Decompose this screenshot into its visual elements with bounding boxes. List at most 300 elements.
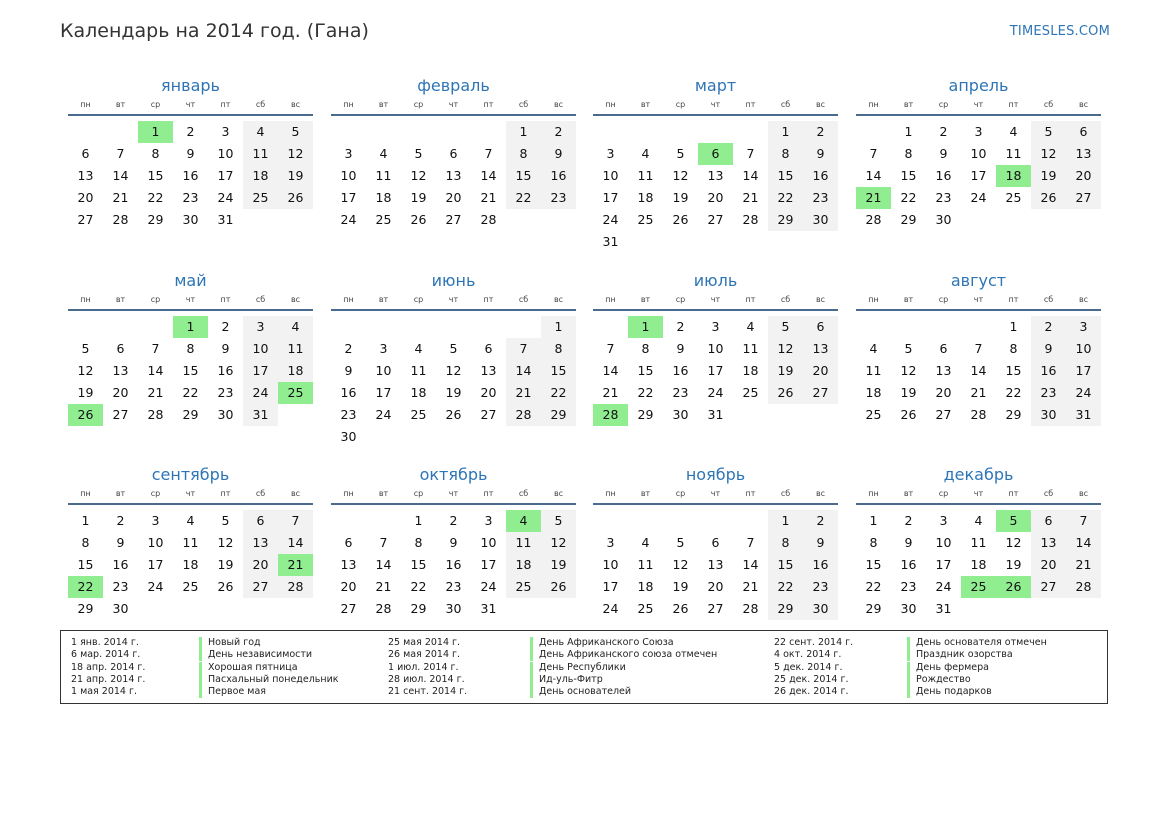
day-cell: 19 [77, 385, 94, 400]
day-cell: 11 [278, 338, 313, 360]
legend-date: 21 апр. 2014 г. [71, 673, 146, 685]
month-divider [856, 309, 1101, 311]
day-cell: 3 [606, 146, 615, 161]
day-cell: 16 [340, 385, 357, 400]
day-cell: 16 [900, 557, 917, 572]
day-cell: 21 [602, 385, 619, 400]
day-cell: 6 [711, 535, 720, 550]
weekday-label: сб [518, 100, 529, 109]
day-cell: 1 [541, 316, 576, 338]
day-cell: 26 [900, 407, 917, 422]
day-cell: 9 [676, 341, 685, 356]
day-cell: 10 [970, 146, 987, 161]
weekday-label: чт [973, 295, 984, 304]
day-cell: 24 [602, 212, 619, 227]
day-cell: 20 [803, 360, 838, 382]
day-cell: 18 [278, 360, 313, 382]
day-cell: 16 [1031, 360, 1066, 382]
day-cell: 11 [970, 535, 987, 550]
day-cell: 20 [1031, 554, 1066, 576]
day-cell: 7 [974, 341, 983, 356]
day-cell: 4 [641, 146, 650, 161]
weekday-label: ср [413, 489, 424, 498]
legend-holiday-name: День основателей [530, 686, 631, 698]
month-name: март [694, 76, 737, 95]
day-cell: 17 [1066, 360, 1101, 382]
day-cell: 9 [904, 535, 913, 550]
day-cell: 9 [116, 535, 125, 550]
day-cell: 4 [186, 513, 195, 528]
day-cell: 10 [147, 535, 164, 550]
weekday-label: ср [938, 489, 949, 498]
legend-holiday-name: Рождество [907, 674, 971, 686]
day-cell: 7 [116, 146, 125, 161]
day-cell: 19 [410, 190, 427, 205]
weekday-label: чт [973, 489, 984, 498]
day-cell: 5 [449, 341, 458, 356]
day-cell: 2 [221, 319, 230, 334]
day-cell: 6 [484, 341, 493, 356]
weekday-label: ср [150, 489, 161, 498]
legend-date: 26 мая 2014 г. [388, 649, 461, 661]
day-cell: 20 [480, 385, 497, 400]
day-cell: 7 [506, 338, 541, 360]
day-cell: 15 [768, 165, 803, 187]
day-cell: 2 [344, 341, 353, 356]
day-cell: 23 [672, 385, 689, 400]
day-cell: 19 [1005, 557, 1022, 572]
day-cell: 13 [112, 363, 129, 378]
day-cell: 16 [672, 363, 689, 378]
day-cell: 29 [900, 212, 917, 227]
day-cell: 2 [803, 121, 838, 143]
month-name: май [174, 271, 207, 290]
day-cell: 14 [147, 363, 164, 378]
day-cell: 3 [974, 124, 983, 139]
month-divider [331, 503, 576, 505]
day-cell: 22 [410, 579, 427, 594]
day-cell: 17 [480, 557, 497, 572]
legend-date: 1 янв. 2014 г. [71, 637, 139, 648]
month-divider [331, 309, 576, 311]
weekday-label: вс [1078, 100, 1089, 109]
day-cell: 24 [217, 190, 234, 205]
day-cell: 22 [182, 385, 199, 400]
day-cell: 24 [480, 579, 497, 594]
day-cell: 31 [1066, 404, 1101, 426]
day-cell: 27 [77, 212, 94, 227]
day-cell: 10 [217, 146, 234, 161]
day-cell: 22 [506, 187, 541, 209]
weekday-label: вт [903, 295, 914, 304]
day-cell: 3 [484, 513, 493, 528]
weekday-label: вс [553, 100, 564, 109]
day-cell: 31 [480, 601, 497, 616]
day-cell: 13 [707, 557, 724, 572]
day-cell: 17 [147, 557, 164, 572]
day-cell: 2 [803, 510, 838, 532]
weekday-label: чт [448, 295, 459, 304]
day-cell: 18 [970, 557, 987, 572]
day-cell: 28 [970, 407, 987, 422]
day-cell: 5 [1031, 121, 1066, 143]
day-cell: 29 [768, 598, 803, 620]
day-cell: 8 [768, 143, 803, 165]
day-cell: 15 [865, 557, 882, 572]
day-cell: 13 [707, 168, 724, 183]
day-cell: 1 [869, 513, 878, 528]
day-cell: 28 [278, 576, 313, 598]
day-cell: 21 [480, 190, 497, 205]
day-cell: 6 [803, 316, 838, 338]
page-title: Календарь на 2014 год. (Гана) [60, 20, 369, 42]
day-cell: 27 [1066, 187, 1101, 209]
day-cell: 29 [77, 601, 94, 616]
day-cell: 19 [672, 579, 689, 594]
day-cell: 2 [186, 124, 195, 139]
legend-date: 5 дек. 2014 г. [774, 661, 843, 673]
day-cell: 20 [243, 554, 278, 576]
weekday-label: чт [710, 489, 721, 498]
weekday-label: пт [1008, 295, 1019, 304]
day-cell: 4 [869, 341, 878, 356]
day-cell: 27 [1031, 576, 1066, 598]
day-cell: 30 [935, 212, 952, 227]
legend-date: 28 июл. 2014 г. [388, 673, 465, 685]
day-cell: 6 [243, 510, 278, 532]
day-cell: 21 [375, 579, 392, 594]
day-cell: 23 [217, 385, 234, 400]
day-cell: 28 [147, 407, 164, 422]
day-cell: 3 [606, 535, 615, 550]
weekday-label: пт [745, 100, 756, 109]
day-cell: 5 [278, 121, 313, 143]
day-cell: 2 [449, 513, 458, 528]
day-cell: 3 [221, 124, 230, 139]
day-cell: 30 [672, 407, 689, 422]
day-cell: 16 [445, 557, 462, 572]
day-cell: 27 [112, 407, 129, 422]
weekday-label: сб [518, 489, 529, 498]
day-cell: 17 [707, 363, 724, 378]
day-cell: 22 [541, 382, 576, 404]
day-cell: 14 [480, 168, 497, 183]
month-name: сентябрь [151, 465, 230, 484]
weekday-label: сб [1043, 100, 1054, 109]
day-cell: 26 [541, 576, 576, 598]
holiday-day-cell: 21 [278, 554, 313, 576]
day-cell: 4 [278, 316, 313, 338]
day-cell: 22 [900, 190, 917, 205]
day-cell: 11 [506, 532, 541, 554]
day-cell: 23 [803, 576, 838, 598]
day-cell: 7 [746, 146, 755, 161]
day-cell: 5 [676, 535, 685, 550]
day-cell: 18 [506, 554, 541, 576]
day-cell: 4 [746, 319, 755, 334]
legend-holiday-name: Праздник озорства [907, 649, 1013, 661]
day-cell: 26 [672, 212, 689, 227]
legend-holiday-name: День подарков [907, 686, 992, 698]
day-cell: 18 [865, 385, 882, 400]
day-cell: 10 [340, 168, 357, 183]
day-cell: 24 [1066, 382, 1101, 404]
day-cell: 31 [243, 404, 278, 426]
weekday-label: вс [1078, 489, 1089, 498]
day-cell: 25 [506, 576, 541, 598]
day-cell: 7 [869, 146, 878, 161]
day-cell: 10 [243, 338, 278, 360]
day-cell: 12 [768, 338, 803, 360]
day-cell: 16 [112, 557, 129, 572]
weekday-label: вт [115, 100, 126, 109]
day-cell: 15 [410, 557, 427, 572]
legend-holiday-name: День независимости [199, 649, 312, 661]
day-cell: 12 [672, 557, 689, 572]
day-cell: 28 [480, 212, 497, 227]
weekday-label: пт [220, 295, 231, 304]
day-cell: 22 [865, 579, 882, 594]
day-cell: 19 [541, 554, 576, 576]
weekday-label: вт [378, 489, 389, 498]
day-cell: 8 [904, 146, 913, 161]
day-cell: 13 [445, 168, 462, 183]
day-cell: 24 [935, 579, 952, 594]
day-cell: 28 [742, 212, 759, 227]
month-divider [68, 114, 313, 116]
day-cell: 14 [742, 168, 759, 183]
day-cell: 25 [742, 385, 759, 400]
day-cell: 13 [1031, 532, 1066, 554]
day-cell: 9 [803, 532, 838, 554]
legend-holiday-name: День фермера [907, 662, 989, 674]
day-cell: 27 [707, 601, 724, 616]
day-cell: 6 [81, 146, 90, 161]
day-cell: 29 [410, 601, 427, 616]
legend-date: 1 мая 2014 г. [71, 686, 137, 698]
day-cell: 6 [344, 535, 353, 550]
weekday-label: пн [80, 489, 91, 498]
month-divider [68, 503, 313, 505]
day-cell: 24 [243, 382, 278, 404]
day-cell: 23 [182, 190, 199, 205]
day-cell: 12 [217, 535, 234, 550]
day-cell: 4 [243, 121, 278, 143]
day-cell: 29 [1005, 407, 1022, 422]
legend-date: 6 мар. 2014 г. [71, 649, 141, 661]
day-cell: 21 [147, 385, 164, 400]
day-cell: 25 [243, 187, 278, 209]
day-cell: 20 [340, 579, 357, 594]
day-cell: 31 [602, 234, 619, 249]
day-cell: 11 [243, 143, 278, 165]
day-cell: 21 [742, 190, 759, 205]
day-cell: 1 [768, 510, 803, 532]
day-cell: 14 [112, 168, 129, 183]
day-cell: 30 [112, 601, 129, 616]
day-cell: 3 [711, 319, 720, 334]
day-cell: 22 [768, 576, 803, 598]
holiday-day-cell: 21 [856, 187, 891, 209]
day-cell: 8 [151, 146, 160, 161]
day-cell: 13 [480, 363, 497, 378]
legend-holiday-name: Новый год [199, 637, 261, 649]
weekday-label: сб [255, 489, 266, 498]
day-cell: 18 [375, 190, 392, 205]
day-cell: 11 [375, 168, 392, 183]
legend-date: 26 дек. 2014 г. [774, 686, 849, 698]
day-cell: 17 [970, 168, 987, 183]
day-cell: 8 [641, 341, 650, 356]
weekday-label: пн [343, 295, 354, 304]
day-cell: 23 [935, 190, 952, 205]
day-cell: 29 [182, 407, 199, 422]
day-cell: 15 [506, 165, 541, 187]
weekday-label: пн [868, 295, 879, 304]
day-cell: 5 [81, 341, 90, 356]
weekday-label: пт [1008, 100, 1019, 109]
day-cell: 19 [278, 165, 313, 187]
day-cell: 28 [112, 212, 129, 227]
weekday-label: ср [675, 100, 686, 109]
weekday-label: ср [938, 100, 949, 109]
day-cell: 6 [1066, 121, 1101, 143]
holiday-day-cell: 5 [996, 510, 1031, 532]
day-cell: 3 [344, 146, 353, 161]
weekday-label: пн [343, 100, 354, 109]
weekday-label: пн [343, 489, 354, 498]
day-cell: 13 [1066, 143, 1101, 165]
day-cell: 29 [865, 601, 882, 616]
weekday-label: вт [378, 295, 389, 304]
weekday-label: пт [1008, 489, 1019, 498]
day-cell: 3 [243, 316, 278, 338]
day-cell: 9 [939, 146, 948, 161]
day-cell: 1 [1009, 319, 1018, 334]
day-cell: 23 [445, 579, 462, 594]
day-cell: 5 [676, 146, 685, 161]
day-cell: 27 [243, 576, 278, 598]
month-name: апрель [948, 76, 1009, 95]
day-cell: 10 [935, 535, 952, 550]
weekday-label: ср [938, 295, 949, 304]
weekday-label: вт [640, 295, 651, 304]
day-cell: 25 [375, 212, 392, 227]
day-cell: 19 [768, 360, 803, 382]
day-cell: 10 [1066, 338, 1101, 360]
day-cell: 8 [81, 535, 90, 550]
holiday-day-cell: 22 [68, 576, 103, 598]
site-logo-text[interactable]: TIMESLES.COM [1009, 24, 1110, 39]
day-cell: 9 [449, 535, 458, 550]
day-cell: 7 [746, 535, 755, 550]
day-cell: 8 [1009, 341, 1018, 356]
day-cell: 15 [147, 168, 164, 183]
day-cell: 25 [1005, 190, 1022, 205]
day-cell: 3 [939, 513, 948, 528]
day-cell: 12 [445, 363, 462, 378]
day-cell: 6 [116, 341, 125, 356]
weekday-label: ср [150, 100, 161, 109]
day-cell: 18 [742, 363, 759, 378]
day-cell: 2 [1031, 316, 1066, 338]
day-cell: 2 [541, 121, 576, 143]
weekday-label: ср [413, 100, 424, 109]
day-cell: 7 [278, 510, 313, 532]
legend-date: 21 сент. 2014 г. [388, 686, 468, 698]
holiday-day-cell: 26 [68, 404, 103, 426]
day-cell: 7 [484, 146, 493, 161]
weekday-label: чт [185, 295, 196, 304]
holiday-day-cell: 4 [506, 510, 541, 532]
month-divider [856, 503, 1101, 505]
day-cell: 24 [375, 407, 392, 422]
weekday-label: вт [115, 295, 126, 304]
day-cell: 28 [506, 404, 541, 426]
day-cell: 15 [900, 168, 917, 183]
month-divider [593, 309, 838, 311]
day-cell: 19 [217, 557, 234, 572]
weekday-label: вс [290, 489, 301, 498]
holiday-day-cell: 1 [138, 121, 173, 143]
day-cell: 28 [742, 601, 759, 616]
weekday-label: пт [220, 100, 231, 109]
day-cell: 25 [637, 212, 654, 227]
day-cell: 2 [939, 124, 948, 139]
day-cell: 18 [410, 385, 427, 400]
legend-date: 25 дек. 2014 г. [774, 673, 849, 685]
day-cell: 19 [900, 385, 917, 400]
day-cell: 20 [1066, 165, 1101, 187]
day-cell: 27 [803, 382, 838, 404]
day-cell: 1 [768, 121, 803, 143]
day-cell: 10 [602, 168, 619, 183]
day-cell: 4 [1009, 124, 1018, 139]
day-cell: 30 [803, 598, 838, 620]
weekday-label: вт [903, 100, 914, 109]
day-cell: 17 [935, 557, 952, 572]
holiday-day-cell: 25 [278, 382, 313, 404]
weekday-label: чт [710, 100, 721, 109]
day-cell: 26 [410, 212, 427, 227]
day-cell: 18 [182, 557, 199, 572]
day-cell: 23 [112, 579, 129, 594]
day-cell: 11 [1005, 146, 1022, 161]
day-cell: 14 [506, 360, 541, 382]
weekday-label: вс [815, 295, 826, 304]
day-cell: 10 [375, 363, 392, 378]
weekday-label: вт [378, 100, 389, 109]
day-cell: 16 [803, 165, 838, 187]
weekday-label: вс [1078, 295, 1089, 304]
day-cell: 18 [637, 190, 654, 205]
day-cell: 27 [935, 407, 952, 422]
day-cell: 13 [803, 338, 838, 360]
day-cell: 14 [1066, 532, 1101, 554]
legend-holiday-name: День основателя отмечен [907, 637, 1047, 649]
day-cell: 11 [637, 168, 654, 183]
day-cell: 24 [707, 385, 724, 400]
day-cell: 8 [506, 143, 541, 165]
day-cell: 6 [939, 341, 948, 356]
weekday-label: пн [868, 489, 879, 498]
day-cell: 27 [707, 212, 724, 227]
day-cell: 19 [672, 190, 689, 205]
day-cell: 16 [803, 554, 838, 576]
day-cell: 11 [865, 363, 882, 378]
day-cell: 12 [410, 168, 427, 183]
weekday-label: чт [185, 489, 196, 498]
